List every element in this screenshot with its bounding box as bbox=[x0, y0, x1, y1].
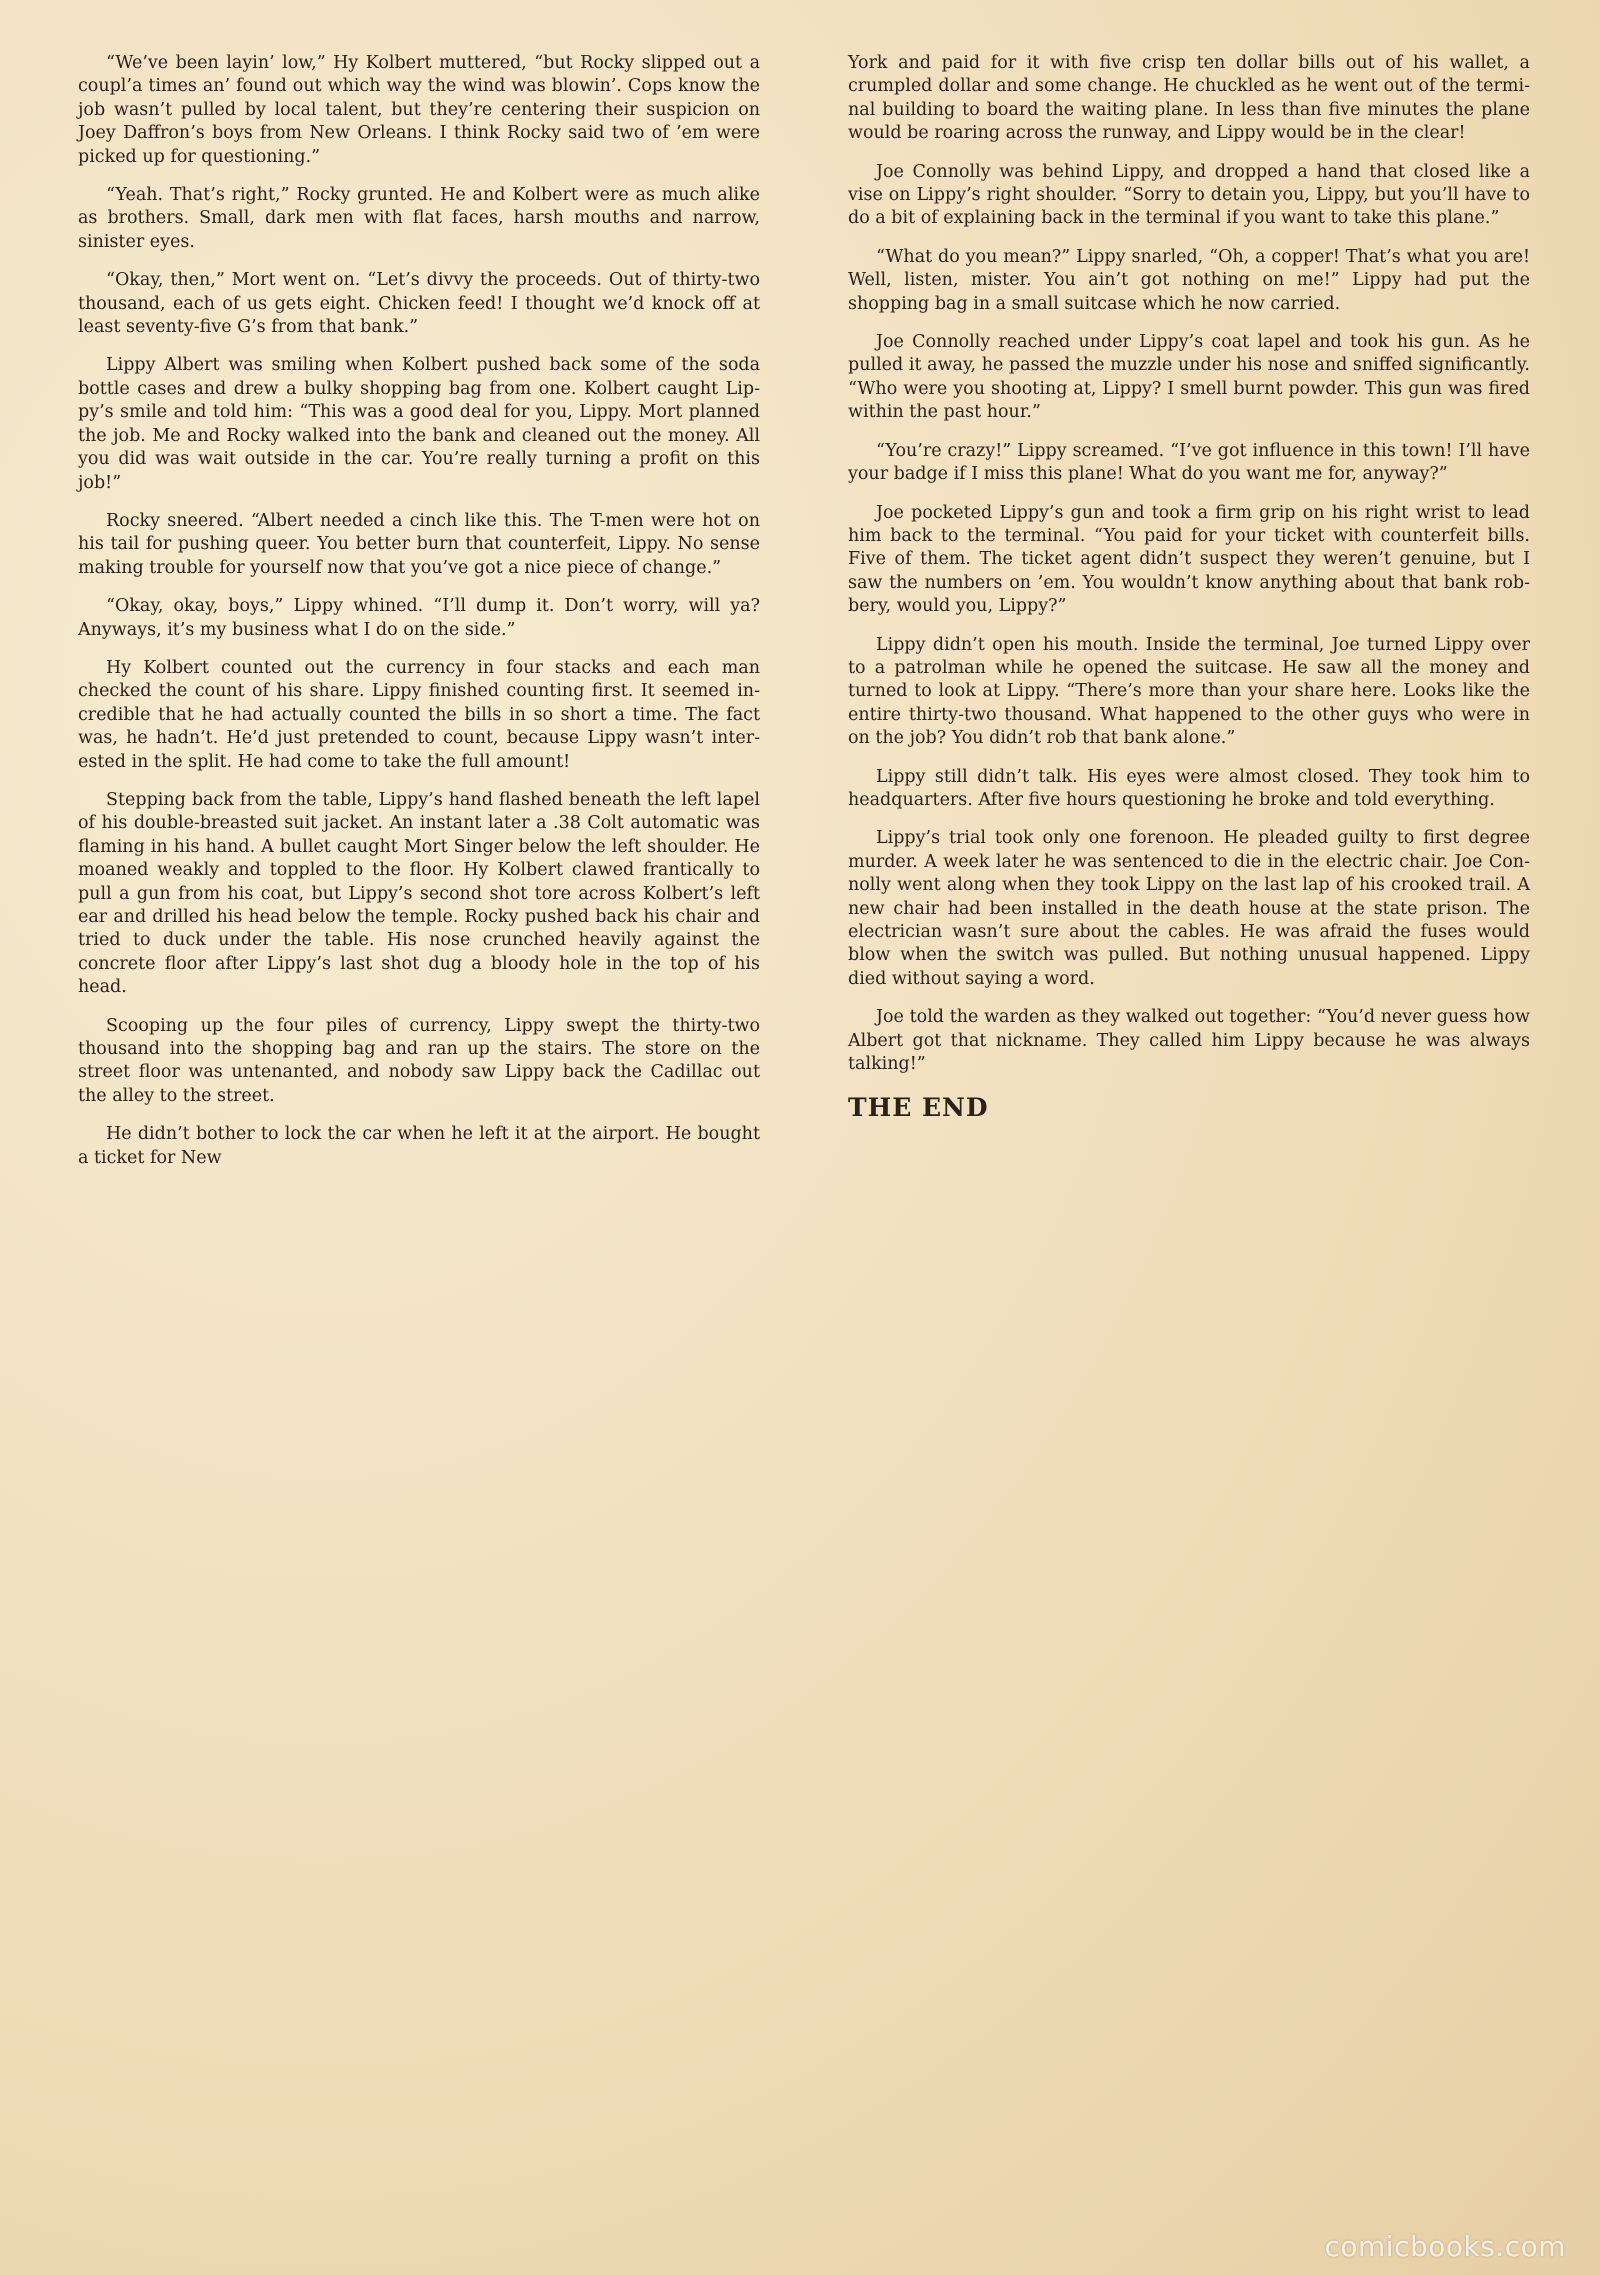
paragraph: Joe told the warden as they walked out together: “You’d never guess how Albert got that nickname. They called him Lippy because he was always talking!” bbox=[848, 1007, 1530, 1075]
paragraph: Hy Kolbert counted out the currency in four stacks and each man checked the count of his share. Lippy finished counting first. It seemed incredible that he had actually counted the bills in so short a time. The fact was, he hadn’t. He’d just pretended to count, because Lippy wasn’t interested in the split. He had come to take the full amount! bbox=[78, 657, 760, 772]
the-end-label: THE END bbox=[848, 1093, 989, 1123]
paragraph: Lippy didn’t open his mouth. Inside the terminal, Joe turned Lippy over to a patrolman while he opened the suitcase. He saw all the money and turned to look at Lippy. “There’s more than your share here. Looks like the entire thirty-two thousand. What happened to the other guys who were in on the job? You didn’t rob that bank alone.” bbox=[848, 634, 1530, 749]
paragraph: “Okay, then,” Mort went on. “Let’s divvy the proceeds. Out of thirty-two thousand, each of us gets eight. Chicken feed! I thought we’d knock off at least seventy-five G’s from that bank.” bbox=[78, 270, 760, 338]
paragraph: Lippy Albert was smiling when Kolbert pushed back some of the soda bottle cases and drew a bulky shopping bag from one. Kolbert caught Lippy’s smile and told him: “This was a good deal for you, Lippy. Mort planned the job. Me and Rocky walked into the bank and cleaned out the money. All you did was wait outside in the car. You’re really turning a profit on this job!” bbox=[78, 355, 760, 493]
text-columns bbox=[78, 52, 1530, 2212]
right-column bbox=[848, 52, 1530, 2212]
paragraph: “What do you mean?” Lippy snarled, “Oh, a copper! That’s what you are! Well, listen, mister. You ain’t got nothing on me!” Lippy had put the shopping bag in a small suitcase which he now carried. bbox=[848, 246, 1530, 314]
paragraph-continued: York and paid for it with five crisp ten dollar bills out of his wallet, a crumpled dollar and some change. He chuckled as he went out of the terminal building to board the waiting plane. In less than five minutes the plane would be roaring across the runway, and Lippy would be in the clear! bbox=[848, 53, 1530, 144]
paragraph: “We’ve been layin’ low,” Hy Kolbert muttered, “but Rocky slipped out a coupl’a times an’ found out which way the wind was blowin’. Cops know the job wasn’t pulled by local talent, but they’re centering their suspicion on Joey Daffron’s boys from New Orleans. I think Rocky said two of ’em were picked up for questioning.” bbox=[78, 53, 760, 167]
paragraph: Joe Connolly was behind Lippy, and dropped a hand that closed like a vise on Lippy’s right shoulder. “Sorry to detain you, Lippy, but you’ll have to do a bit of explaining back in the terminal if you want to take this plane.” bbox=[848, 161, 1530, 229]
left-column bbox=[78, 52, 760, 2212]
paragraph: Lippy’s trial took only one forenoon. He pleaded guilty to first degree murder. A week later he was sentenced to die in the electric chair. Joe Connolly went along when they took Lippy on the last lap of his crooked trail. A new chair had been installed in the death house at the state prison. The electrician wasn’t sure about the cables. He was afraid the fuses would blow when the switch was pulled. But nothing unusual happened. Lippy died without saying a word. bbox=[848, 828, 1530, 989]
paragraph: “Yeah. That’s right,” Rocky grunted. He and Kolbert were as much alike as brothers. Small, dark men with flat faces, harsh mouths and narrow, sinister eyes. bbox=[78, 185, 760, 252]
paragraph: Joe Connolly reached under Lippy’s coat lapel and took his gun. As he pulled it away, he passed the muzzle under his nose and sniffed significantly. “Who were you shooting at, Lippy? I smell burnt powder. This gun was fired within the past hour.” bbox=[848, 332, 1530, 423]
paragraph: Stepping back from the table, Lippy’s hand flashed beneath the left lapel of his double-breasted suit jacket. An instant later a .38 Colt automatic was flaming in his hand. A bullet caught Mort Singer below the left shoulder. He moaned weakly and toppled to the floor. Hy Kolbert clawed frantically to pull a gun from his coat, but Lippy’s second shot tore across Kolbert’s left ear and drilled his head below the temple. Rocky pushed back his chair and tried to duck under the table. His nose crunched heavily against the concrete floor after Lippy’s last shot dug a bloody hole in the top of his head. bbox=[78, 789, 760, 998]
paragraph: Lippy still didn’t talk. His eyes were almost closed. They took him to headquarters. After five hours questioning he broke and told everything. bbox=[848, 766, 1530, 810]
paragraph: Rocky sneered. “Albert needed a cinch like this. The T-men were hot on his tail for pushing queer. You better burn that counterfeit, Lippy. No sense making trouble for yourself now that you’ve got a nice piece of change.” bbox=[78, 510, 760, 578]
paragraph: Joe pocketed Lippy’s gun and took a firm grip on his right wrist to lead him back to the terminal. “You paid for your ticket with counterfeit bills. Five of them. The ticket agent didn’t suspect they weren’t genuine, but I saw the numbers on ’em. You wouldn’t know anything about that bank robbery, would you, Lippy?” bbox=[848, 502, 1530, 617]
site-watermark: comicbooks.com bbox=[1324, 2230, 1566, 2263]
paragraph: “You’re crazy!” Lippy screamed. “I’ve got influence in this town! I’ll have your badge if I miss this plane! What do you want me for, anyway?” bbox=[848, 440, 1530, 485]
paragraph: Scooping up the four piles of currency, Lippy swept the thirty-two thousand into the shopping bag and ran up the stairs. The store on the street floor was untenanted, and nobody saw Lippy back the Cadillac out the alley to the street. bbox=[78, 1015, 760, 1106]
paragraph: He didn’t bother to lock the car when he left it at the airport. He bought a ticket for New bbox=[78, 1124, 760, 1168]
paragraph: “Okay, okay, boys,” Lippy whined. “I’ll dump it. Don’t worry, will ya? Anyways, it’s my business what I do on the side.” bbox=[78, 596, 760, 640]
